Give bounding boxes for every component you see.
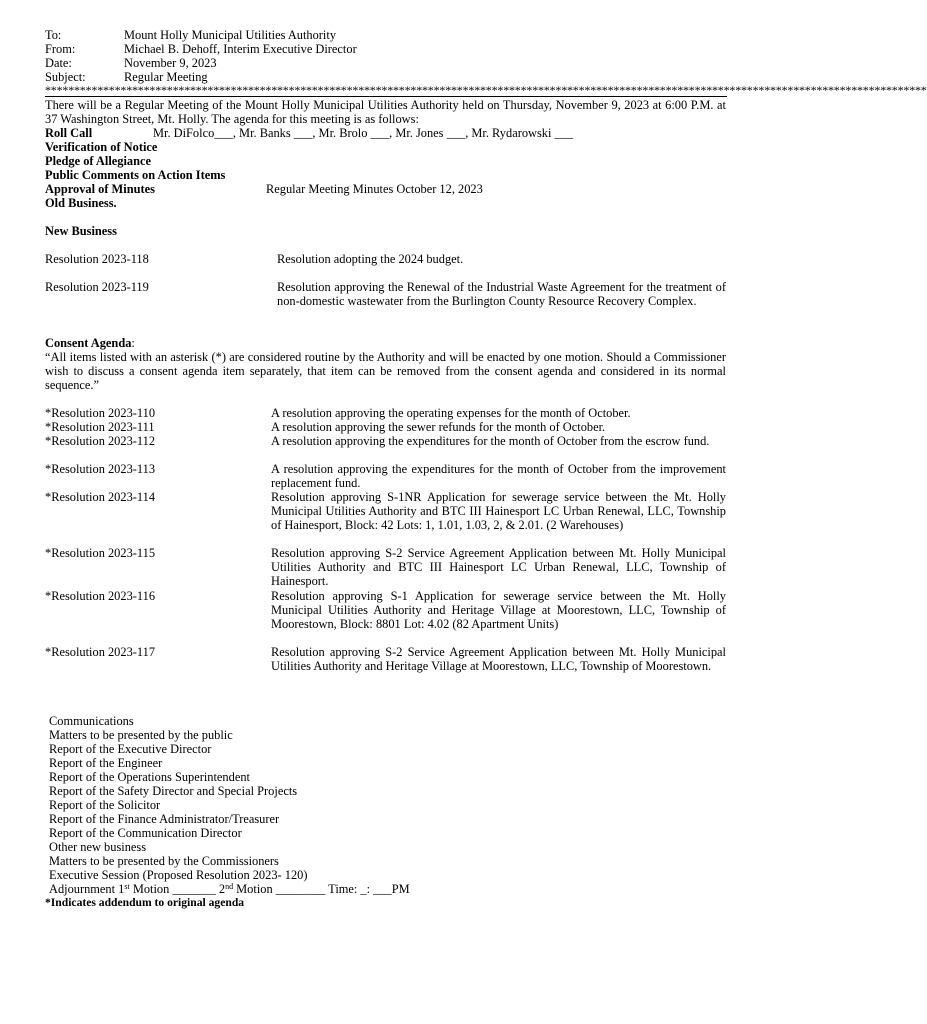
approval-of-minutes-label: Approval of Minutes bbox=[45, 182, 155, 196]
closing-item-public: Matters to be presented by the public bbox=[49, 728, 233, 742]
closing-item-finance: Report of the Finance Administrator/Treasurer bbox=[49, 812, 280, 826]
approval-of-minutes-value: Regular Meeting Minutes October 12, 2023 bbox=[266, 182, 483, 196]
header-date-row bbox=[45, 56, 217, 70]
header-from-row bbox=[45, 42, 357, 56]
closing-item-communication-director: Report of the Communication Director bbox=[49, 826, 242, 840]
closing-item-safety: Report of the Safety Director and Special Projects bbox=[49, 784, 298, 798]
addendum-note: *Indicates addendum to original agenda bbox=[45, 896, 245, 909]
consent-res-117-text: Resolution approving S-2 Service Agreement Application between Mt. Holly Municipal Utilities Authority and Heritage Village at Moorestown, LLC, Township of Moorestown. bbox=[271, 645, 726, 673]
divider-rule bbox=[45, 96, 727, 97]
new-res-1-label: Resolution 2023-118 bbox=[45, 252, 149, 266]
header-subject-row bbox=[45, 70, 208, 84]
consent-res-117-label: *Resolution 2023-117 bbox=[45, 645, 156, 659]
roll-call-label: Roll Call bbox=[45, 126, 93, 140]
consent-res-114-text: Resolution approving S-1NR Application for sewerage service between the Mt. Holly Municipal Utilities Authority and BTC III Hainesport LC Urban Renewal, LLC, Township of Hainesport, Block: 42 Lots: 1, 1.01, 1.03, 2, & 2.01. (2 Warehouses) bbox=[271, 490, 726, 532]
closing-item-communications: Communications bbox=[49, 714, 134, 728]
closing-item-commissioners: Matters to be presented by the Commissioners bbox=[49, 854, 279, 868]
consent-agenda-title: Consent Agenda bbox=[45, 336, 132, 350]
closing-item-executive-director: Report of the Executive Director bbox=[49, 742, 212, 756]
closing-item-executive-session: Executive Session (Proposed Resolution 2023- 120) bbox=[49, 868, 308, 882]
new-res-1-text: Resolution adopting the 2024 budget. bbox=[277, 252, 464, 266]
new-business-heading: New Business bbox=[45, 224, 117, 238]
public-comments: Public Comments on Action Items bbox=[45, 168, 226, 182]
subject-value: Regular Meeting bbox=[124, 70, 208, 84]
closing-item-solicitor: Report of the Solicitor bbox=[49, 798, 161, 812]
consent-agenda-description: “All items listed with an asterisk (*) are considered routine by the Authority and will be enacted by one motion. Should a Commissioner wish to discuss a consent agenda item separately, that item can be removed from the consent agenda and considered in its normal sequence.” bbox=[45, 350, 726, 392]
from-value: Michael B. Dehoff, Interim Executive Director bbox=[124, 42, 357, 56]
closing-item-engineer: Report of the Engineer bbox=[49, 756, 163, 770]
consent-res-112-text: A resolution approving the expenditures for the month of October from the escrow fund. bbox=[271, 434, 710, 448]
consent-res-116-label: *Resolution 2023-116 bbox=[45, 589, 156, 603]
consent-res-116-text: Resolution approving S-1 Application for sewerage service between the Mt. Holly Municipal Utilities Authority and Heritage Village at Moorestown, LLC, Township of Moorestown, Block: 8801 Lot: 4.02 (82 Apartment Units) bbox=[271, 589, 726, 631]
consent-res-113-label: *Resolution 2023-113 bbox=[45, 462, 156, 476]
to-value: Mount Holly Municipal Utilities Authority bbox=[124, 28, 337, 42]
date-label: Date: bbox=[45, 56, 72, 70]
subject-label: Subject: bbox=[45, 70, 86, 84]
old-business: Old Business. bbox=[45, 196, 117, 210]
consent-res-112-label: *Resolution 2023-112 bbox=[45, 434, 156, 448]
roll-call-row bbox=[45, 126, 573, 140]
consent-res-110-text: A resolution approving the operating expenses for the month of October. bbox=[271, 406, 631, 420]
closing-item-other-new-business: Other new business bbox=[49, 840, 147, 854]
consent-res-115-text: Resolution approving S-2 Service Agreement Application between Mt. Holly Municipal Utilities Authority and BTC III Hainesport LC Urban Renewal, LLC, Township of Hainesport. bbox=[271, 546, 726, 588]
to-label: To: bbox=[45, 28, 62, 42]
header-to-row bbox=[45, 28, 336, 42]
consent-agenda-colon: : bbox=[131, 336, 135, 350]
adjournment-row: Adjournment 1st Motion _______ 2nd Motion ________ Time: _: ___PM bbox=[49, 882, 410, 896]
intro-paragraph: There will be a Regular Meeting of the Mount Holly Municipal Utilities Authority held on Thursday, November 9, 2023 at 6:00 P.M. at 37 Washington Street, Mt. Holly. The agenda for this meeting is as follows: bbox=[45, 98, 726, 126]
consent-res-115-label: *Resolution 2023-115 bbox=[45, 546, 156, 560]
consent-agenda-heading bbox=[45, 336, 135, 350]
closing-item-operations: Report of the Operations Superintendent bbox=[49, 770, 250, 784]
pledge-of-allegiance: Pledge of Allegiance bbox=[45, 154, 151, 168]
new-res-2-text: Resolution approving the Renewal of the Industrial Waste Agreement for the treatment of non-domestic wastewater from the Burlington County Resource Recovery Complex. bbox=[277, 280, 726, 308]
new-res-2-label: Resolution 2023-119 bbox=[45, 280, 149, 294]
consent-res-111-label: *Resolution 2023-111 bbox=[45, 420, 155, 434]
consent-res-114-label: *Resolution 2023-114 bbox=[45, 490, 156, 504]
approval-of-minutes-row bbox=[45, 182, 483, 196]
consent-res-111-text: A resolution approving the sewer refunds for the month of October. bbox=[271, 420, 606, 434]
verification-of-notice: Verification of Notice bbox=[45, 140, 158, 154]
roll-call-members: Mr. DiFolco___, Mr. Banks ___, Mr. Brolo ___, Mr. Jones ___, Mr. Rydarowski ___ bbox=[153, 126, 574, 140]
date-value: November 9, 2023 bbox=[124, 56, 217, 70]
asterisk-divider: ******************************************************************************************************************************************************** bbox=[45, 83, 927, 97]
from-label: From: bbox=[45, 42, 76, 56]
consent-res-113-text: A resolution approving the expenditures for the month of October from the improvement replacement fund. bbox=[271, 462, 726, 490]
consent-res-110-label: *Resolution 2023-110 bbox=[45, 406, 156, 420]
